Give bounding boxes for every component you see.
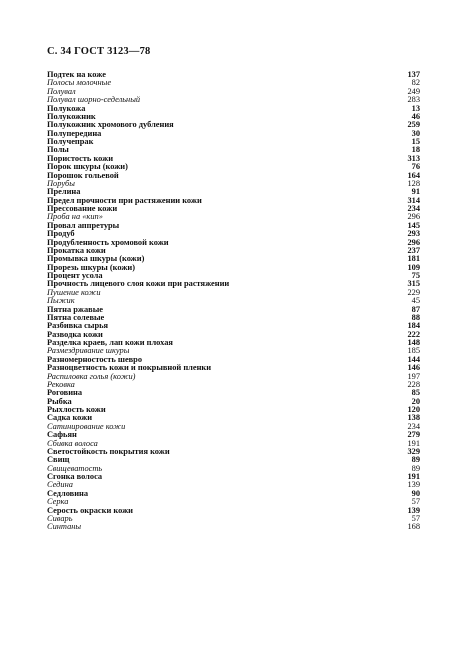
entry-term: Разноцветность кожи и покрывной пленки <box>47 363 212 373</box>
entry-page-number: 139 <box>407 480 420 490</box>
entry-page-number: 85 <box>411 388 420 398</box>
entry-page-number: 164 <box>407 170 420 180</box>
entry-page-number: 228 <box>407 379 420 389</box>
index-entry <box>47 222 420 230</box>
index-entry <box>47 138 420 146</box>
entry-term: Продубленность хромовой кожи <box>47 237 169 247</box>
entry-term: Провал аппретуры <box>47 220 120 230</box>
entry-page-number: 13 <box>411 103 420 113</box>
entry-page-number: 283 <box>407 95 420 105</box>
entry-term: Прокатка кожи <box>47 245 106 255</box>
entry-page-number: 314 <box>407 195 420 205</box>
entry-term: Предел прочности при растяжении кожи <box>47 195 202 205</box>
index-entry <box>47 456 420 464</box>
entry-page-number: 293 <box>407 229 420 239</box>
entry-term: Свищеватость <box>47 463 103 473</box>
entry-page-number: 89 <box>411 455 420 465</box>
entry-page-number: 128 <box>407 178 420 188</box>
entry-term: Пятна солевые <box>47 312 105 322</box>
index-entry <box>47 490 420 498</box>
page-header: С. 34 ГОСТ 3123—78 <box>47 46 151 57</box>
index-entry <box>47 96 420 104</box>
entry-page-number: 137 <box>407 70 420 79</box>
index-entry <box>47 172 420 180</box>
entry-term: Размездривание шкуры <box>47 346 130 356</box>
entry-term: Распиловка голья (кожи) <box>47 371 136 381</box>
entry-term: Роговина <box>47 388 83 398</box>
index-entry <box>47 121 420 129</box>
index-list <box>47 71 420 532</box>
index-entry <box>47 381 420 389</box>
entry-page-number: 75 <box>411 271 420 280</box>
entry-term: Полупередина <box>47 128 102 138</box>
entry-page-number: 57 <box>411 513 420 523</box>
entry-term: Полукожа <box>47 103 86 113</box>
entry-term: Седловина <box>47 488 89 498</box>
entry-term: Прорезь шкуры (кожи) <box>47 262 136 272</box>
entry-term: Полукожник хромового дубления <box>47 120 174 130</box>
index-entry <box>47 523 420 531</box>
entry-page-number: 76 <box>411 162 420 172</box>
entry-page-number: 279 <box>407 430 420 440</box>
entry-term: Свищ <box>47 455 70 465</box>
entry-page-number: 185 <box>407 346 420 356</box>
entry-term: Разбивка сырья <box>47 321 109 331</box>
entry-term: Подтек на коже <box>47 70 106 79</box>
entry-term: Садка кожи <box>47 413 93 423</box>
entry-term: Порубы <box>47 178 75 188</box>
entry-term: Прелина <box>47 187 81 197</box>
entry-term: Рыхлость кожи <box>47 405 106 414</box>
entry-page-number: 259 <box>407 120 420 130</box>
entry-term: Сиварь <box>47 513 73 523</box>
index-entry <box>47 406 420 414</box>
index-entry <box>47 465 420 473</box>
index-entry <box>47 373 420 381</box>
entry-term: Процент усола <box>47 271 103 280</box>
entry-term: Сгонка волоса <box>47 472 103 481</box>
entry-term: Прочность лицевого слоя кожи при растяжении <box>47 279 230 289</box>
entry-page-number: 146 <box>407 363 420 373</box>
entry-term: Промывка шкуры (кожи) <box>47 254 145 264</box>
entry-term: Разводка кожи <box>47 329 103 339</box>
entry-page-number: 15 <box>411 137 420 146</box>
index-entry <box>47 431 420 439</box>
entry-page-number: 144 <box>407 354 420 364</box>
entry-term: Сафьян <box>47 430 77 440</box>
entry-page-number: 234 <box>407 204 420 213</box>
entry-term: Разделка краев, лап кожи плохая <box>47 338 173 347</box>
entry-page-number: 30 <box>411 128 420 138</box>
entry-page-number: 109 <box>407 262 420 272</box>
entry-page-number: 191 <box>407 472 420 481</box>
entry-page-number: 20 <box>411 396 420 406</box>
entry-page-number: 315 <box>407 279 420 289</box>
entry-term: Седина <box>47 480 73 490</box>
entry-page-number: 46 <box>411 111 420 121</box>
index-entry <box>47 280 420 288</box>
entry-term: Рыбка <box>47 396 72 406</box>
entry-page-number: 138 <box>407 413 420 423</box>
entry-page-number: 313 <box>407 153 420 163</box>
entry-page-number: 181 <box>407 254 420 264</box>
entry-page-number: 191 <box>407 438 420 448</box>
index-entry <box>47 180 420 188</box>
entry-page-number: 229 <box>407 287 420 297</box>
entry-page-number: 18 <box>411 145 420 155</box>
entry-page-number: 296 <box>407 212 420 222</box>
entry-page-number: 249 <box>407 86 420 96</box>
entry-page-number: 145 <box>407 220 420 230</box>
entry-term: Проба на «кип» <box>47 212 103 222</box>
index-entry <box>47 105 420 113</box>
entry-term: Порошок гольевой <box>47 170 119 180</box>
entry-page-number: 237 <box>407 245 420 255</box>
entry-page-number: 45 <box>411 296 420 306</box>
entry-term: Пушение кожи <box>47 287 101 297</box>
entry-term: Получепрак <box>47 137 94 146</box>
entry-page-number: 296 <box>407 237 420 247</box>
entry-term: Серость окраски кожи <box>47 505 133 515</box>
entry-page-number: 234 <box>407 421 420 431</box>
entry-page-number: 329 <box>407 446 420 456</box>
entry-page-number: 91 <box>411 187 420 197</box>
entry-page-number: 88 <box>411 312 420 322</box>
entry-page-number: 89 <box>411 463 420 473</box>
entry-page-number: 148 <box>407 338 420 347</box>
index-entry <box>47 289 420 297</box>
entry-term: Разномерностость шевро <box>47 354 143 364</box>
entry-page-number: 57 <box>411 497 420 507</box>
entry-term: Прессование кожи <box>47 204 118 213</box>
entry-term: Светостойкость покрытия кожи <box>47 446 170 456</box>
entry-term: Рековка <box>47 379 75 389</box>
entry-page-number: 222 <box>407 329 420 339</box>
entry-page-number: 90 <box>411 488 420 498</box>
entry-term: Синтаны <box>47 522 82 532</box>
index-entry <box>47 389 420 397</box>
entry-term: Продуб <box>47 229 75 239</box>
entry-page-number: 87 <box>411 304 420 314</box>
index-entry <box>47 515 420 523</box>
entry-term: Пыжик <box>47 296 75 306</box>
entry-page-number: 82 <box>411 78 420 88</box>
entry-term: Полувал <box>47 86 76 96</box>
entry-term: Сбивка волоса <box>47 438 98 448</box>
entry-term: Сатинирование кожи <box>47 421 126 431</box>
entry-term: Полосы молочные <box>47 78 112 88</box>
entry-term: Полукожник <box>47 111 96 121</box>
index-entry <box>47 448 420 456</box>
index-entry <box>47 130 420 138</box>
index-entry <box>47 507 420 515</box>
entry-page-number: 197 <box>407 371 420 381</box>
entry-term: Серка <box>47 497 69 507</box>
entry-page-number: 120 <box>407 405 420 414</box>
entry-term: Полувал шорно-седельный <box>47 95 141 105</box>
entry-page-number: 139 <box>407 505 420 515</box>
entry-page-number: 184 <box>407 321 420 331</box>
entry-term: Пятна ржавые <box>47 304 103 314</box>
index-entry <box>47 473 420 481</box>
entry-term: Пористость кожи <box>47 153 114 163</box>
entry-term: Полы <box>47 145 69 155</box>
entry-term: Порок шкуры (кожи) <box>47 162 128 172</box>
entry-page-number: 168 <box>407 522 420 532</box>
index-entry <box>47 481 420 489</box>
index-entry <box>47 423 420 431</box>
index-entry <box>47 79 420 87</box>
